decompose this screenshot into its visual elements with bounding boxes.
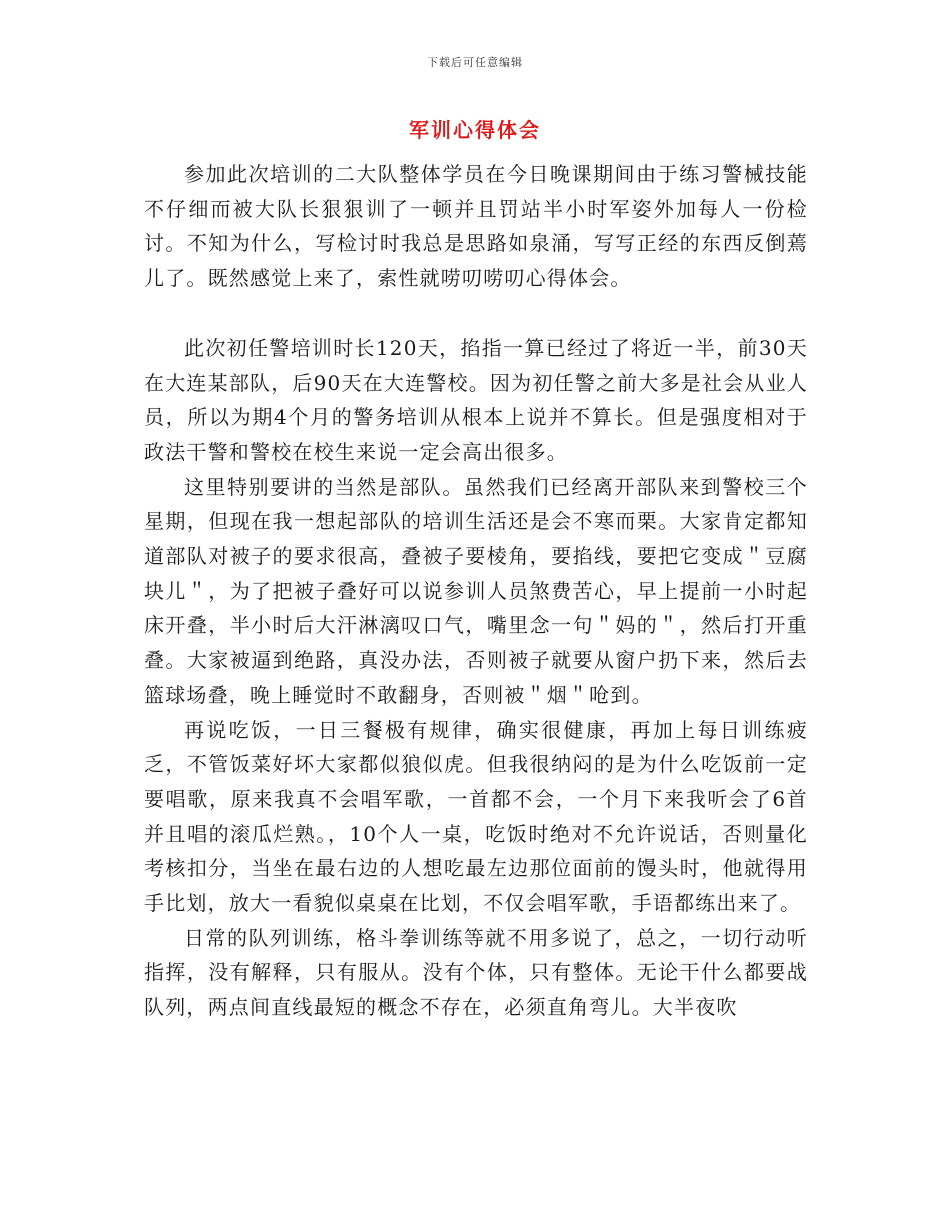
paragraph-army-quilt: 这里特别要讲的当然是部队。虽然我们已经离开部队来到警校三个星期，但现在我一想起部队的培训生活还是会不寒而栗。大家肯定都知道部队对被子的要求很高，叠被子要棱角，要掐线，要把它变成＂豆腐块儿＂，为了把被子叠好可以说参训人员煞费苦心，早上提前一小时起床开叠，半小时后大汗淋漓叹口气，嘴里念一句＂妈的＂，然后打开重叠。大家被逼到绝路，真没办法，否则被子就要从窗户扔下来，然后去篮球场叠，晚上睡觉时不敢翻身，否则被＂烟＂呛到。 [144,474,808,707]
page-header-note: 下载后可任意编辑 [427,56,523,69]
paragraph-drills: 日常的队列训练，格斗拳训练等就不用多说了，总之，一切行动听指挥，没有解释，只有服从。没有个体，只有整体。无论干什么都要战队列，两点间直线最短的概念不存在，必须直角弯儿。大半夜吹 [144,925,808,1020]
paragraph-training-duration: 此次初任警培训时长120天，掐指一算已经过了将近一半，前30天在大连某部队，后90天在大连警校。因为初任警之前大多是社会从业人员，所以为期4个月的警务培训从根本上说并不算长。但是强度相对于政法干警和警校在校生来说一定会高出很多。 [144,335,808,464]
paragraph-intro: 参加此次培训的二大队整体学员在今日晚课期间由于练习警械技能不仔细而被大队长狠狠训了一顿并且罚站半小时军姿外加每人一份检讨。不知为什么，写检讨时我总是思路如泉涌，写写正经的东西反倒蔫儿了。既然感觉上来了，索性就唠叨唠叨心得体会。 [144,162,808,291]
paragraph-meals: 再说吃饭，一日三餐极有规律，确实很健康，再加上每日训练疲乏，不管饭菜好坏大家都似狼似虎。但我很纳闷的是为什么吃饭前一定要唱歌，原来我真不会唱军歌，一首都不会，一个月下来我听会了6首并且唱的滚瓜烂熟。，10个人一桌，吃饭时绝对不允许说话，否则量化考核扣分，当坐在最右边的人想吃最左边那位面前的馒头时，他就得用手比划，放大一看貌似桌桌在比划，不仅会唱军歌，手语都练出来了。 [144,717,808,916]
document-body [144,157,808,1025]
document-title: 军训心得体会 [409,118,541,142]
